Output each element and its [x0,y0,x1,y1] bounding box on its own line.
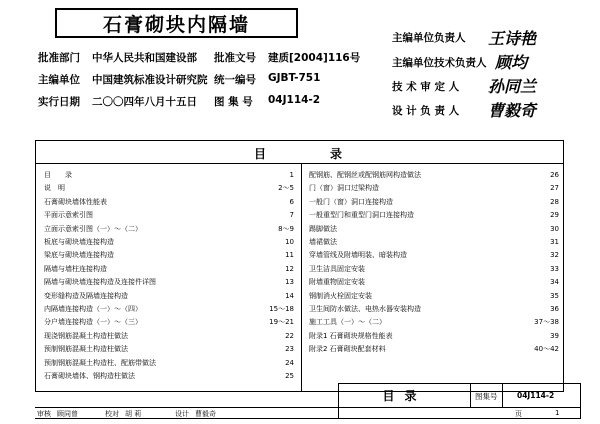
toc-entry-page: 39 [550,331,559,340]
signature-0: 王诗艳 [488,29,537,48]
resp-role-2: 技 术 审 定 人 [392,81,460,93]
toc-entry-label: 附录2 石膏砌块配套材料 [309,345,386,354]
toc-entry-label: 隔墙与墙柱连接构造 [44,264,107,273]
toc-entry-page: 29 [550,211,559,220]
toc-entry [309,317,559,328]
toc-entry [44,250,294,261]
title-block-atlas-label: 图集号 [475,392,498,401]
toc-entry-label: 配钢筋、配钢丝或配钢筋网构造做法 [309,171,421,179]
toc-entry [44,264,294,275]
toc-entry [44,210,294,221]
title-block-divider [502,384,503,408]
toc-entry-label: 石膏砌块墙体、钢构造柱做法 [44,372,135,380]
toc-entry [44,317,294,328]
toc-entry-page: 6 [289,197,294,206]
toc-entry-page: 32 [550,251,559,260]
toc-entry [309,237,559,248]
toc-entry [309,264,559,275]
toc-heading-right: 录 [330,147,343,161]
effective-date-label: 实行日期 [38,96,80,108]
toc-entry-label: 说 明 [44,184,65,193]
toc-entry-page: 30 [550,224,559,233]
toc-entry-page: 25 [285,372,294,380]
auditor-name: 顾同曾 [57,410,78,418]
toc-entry-page: 34 [550,278,559,287]
toc-entry-page: 26 [550,171,559,179]
toc-entry-label: 附墙重物固定安装 [309,278,365,287]
toc-entry-page: 27 [550,184,559,193]
toc-entry-label: 预制钢筋混凝土构造柱做法 [44,345,128,354]
toc-entry-page: 1 [289,171,294,179]
toc-entry [309,197,559,208]
toc-entry-page: 35 [550,291,559,300]
toc-entry-label: 隔墙与砌块墙连接构造及连接件详图 [44,278,156,287]
toc-entry-label: 立面示意索引图（一）～（二） [44,224,142,233]
toc-entry-page: 24 [285,358,294,367]
toc-entry [44,197,294,208]
toc-entry-page: 2～5 [278,184,294,193]
toc-entry-label: 梁底与砌块墙连接构造 [44,251,114,260]
unified-no: GJBT-751 [268,72,321,84]
toc-entry-label: 施工工具（一）～（二） [309,318,386,327]
toc-entry-label: 一般重型门和重型门洞口连接构造 [309,211,414,220]
toc-entry [44,277,294,288]
toc-entry-label: 石膏砌块墙体性能表 [44,197,107,206]
atlas-no: 04J114-2 [268,94,321,106]
table-of-contents [35,140,564,392]
toc-entry [44,331,294,342]
toc-entry-page: 31 [550,238,559,246]
resp-role-3: 设 计 负 责 人 [392,105,460,117]
toc-entry [44,170,294,181]
approval-dept: 中华人民共和国建设部 [92,52,197,64]
toc-entry-page: 7 [289,211,294,220]
toc-entry [44,183,294,194]
toc-entry-label: 一般门（窗）洞口连接构造 [309,197,393,206]
toc-entry [309,210,559,221]
resp-role-0: 主编单位负责人 [392,32,466,44]
document-title-box [55,8,298,38]
toc-entry [44,291,294,302]
designer-name: 曹毅奇 [195,410,216,418]
toc-entry-label: 卫生洁具固定安装 [309,264,365,273]
toc-entry-label: 钢制消火栓固定安装 [309,291,372,300]
signature-1: 顾均 [495,53,528,72]
toc-entry-label: 变形缝构造及隔墙连接构造 [44,291,128,300]
editor-unit-label: 主编单位 [38,74,80,86]
checker-name: 胡 莉 [125,410,142,418]
toc-entry [309,183,559,194]
toc-entry-page: 23 [285,345,294,354]
toc-entry [309,224,559,235]
toc-entry-page: 22 [285,331,294,340]
atlas-no-label: 图 集 号 [214,96,253,108]
resp-role-1: 主编单位技术负责人 [392,57,487,69]
toc-entry-page: 40～42 [534,345,559,354]
title-block-name: 目录 [339,384,471,408]
toc-entry [44,344,294,355]
editor-unit: 中国建筑标准设计研究院 [92,74,208,86]
toc-entry-label: 墙裙做法 [309,238,337,246]
signature-2: 孙同兰 [488,77,537,96]
toc-entry-label: 门（窗）洞口过梁构造 [309,184,379,193]
toc-entry-label: 板底与砌块墙连接构造 [44,238,114,246]
document-title: 石膏砌块内隔墙 [102,13,250,36]
approval-doc: 建质[2004]116号 [268,52,361,64]
toc-entry [309,304,559,315]
toc-entry-label: 预制钢筋混凝土构造柱、配筋带做法 [44,358,156,367]
toc-entry-label: 目 录 [44,171,72,179]
toc-entry-label: 附录1 石膏砌块规格性能表 [309,331,393,340]
toc-entry-label: 平面示意索引图 [44,211,93,220]
toc-entry-page: 14 [285,291,294,300]
toc-entry [309,331,559,342]
toc-entry-page: 13 [285,278,294,287]
toc-entry-label: 踢脚做法 [309,224,337,233]
toc-entry-label: 现浇钢筋混凝土构造柱做法 [44,331,128,340]
title-block-atlas-no: 04J114-2 [517,391,555,400]
design-label: 设计 [175,410,189,418]
toc-entry [44,358,294,369]
toc-entry-page: 37～38 [534,318,559,327]
effective-date: 二〇〇四年八月十五日 [92,96,197,108]
toc-entry-page: 11 [285,251,294,260]
toc-entry [44,237,294,248]
toc-entry-page: 8～9 [278,224,294,233]
page-number: 1 [555,409,560,417]
check-label: 校对 [105,410,119,418]
toc-entry-page: 12 [285,264,294,273]
toc-entry [309,291,559,302]
approval-doc-label: 批准文号 [214,52,256,64]
toc-entry-page: 36 [550,305,559,313]
toc-entry-page: 19～21 [269,318,294,327]
toc-entry-label: 穿墙管线及附墙明装、暗装构造 [309,251,407,260]
toc-entry-label: 分户墙连接构造（一）～（三） [44,318,142,327]
approval-dept-label: 批准部门 [38,52,80,64]
toc-entry-page: 33 [550,264,559,273]
toc-entry [44,371,294,382]
toc-entry-page: 15～18 [269,305,294,313]
toc-entry [309,344,559,355]
unified-no-label: 统一编号 [214,74,256,86]
toc-entry-page: 28 [550,197,559,206]
toc-entry [44,304,294,315]
toc-heading-left: 目 [254,147,267,161]
toc-entry-label: 内隔墙连接构造（一）～（四） [44,305,142,313]
toc-entry [309,277,559,288]
audit-label: 审核 [37,410,51,418]
toc-entry [44,224,294,235]
signature-3: 曹毅奇 [488,101,537,120]
toc-entry-page: 10 [285,238,294,246]
toc-entry [309,250,559,261]
page-label: 页 [515,410,522,418]
signature-row [35,407,581,419]
toc-entry [309,170,559,181]
toc-column-divider [301,163,302,391]
toc-heading-row [36,141,563,164]
toc-entry-label: 卫生间防水做法、电热水器安装构造 [309,305,421,313]
